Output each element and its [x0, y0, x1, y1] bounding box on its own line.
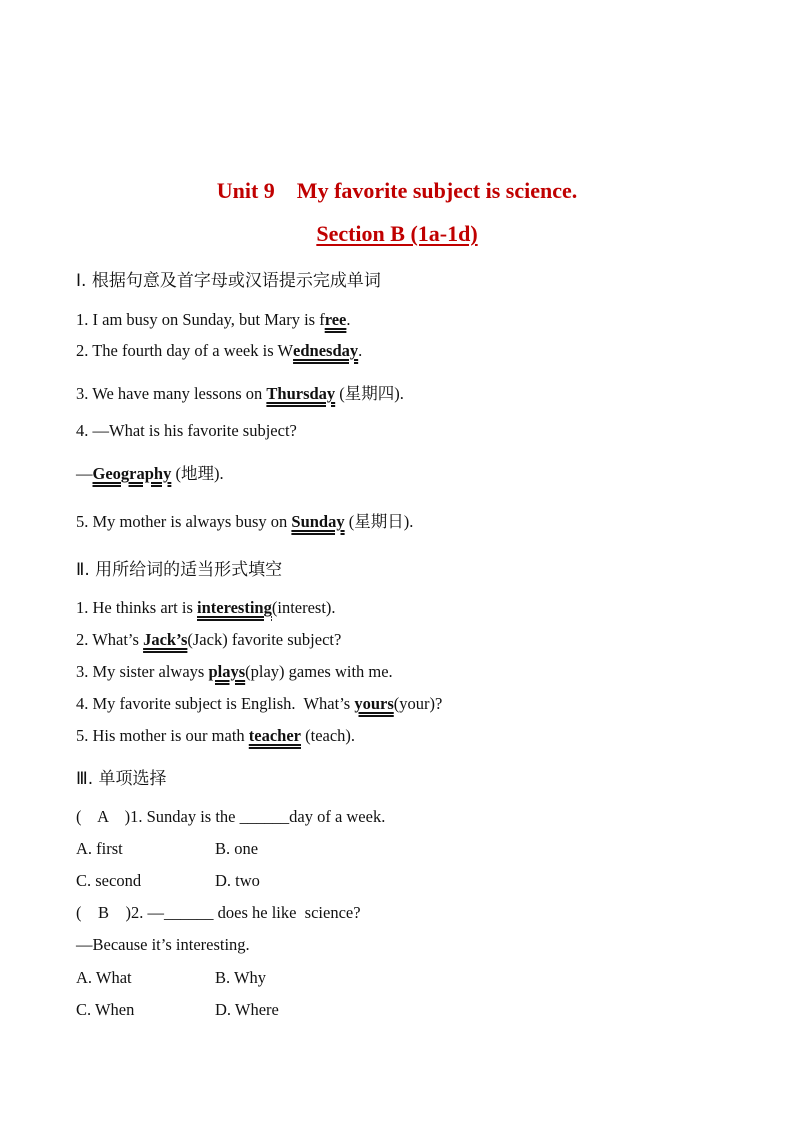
part3-q2-option-c: C. When	[76, 1000, 135, 1019]
part3-q2-stem: ( B )2. —______ does he like science?	[76, 903, 361, 922]
part3-q2-option-b: B. Why	[215, 968, 267, 987]
part2-q2: 2. What’s Jack’s(Jack) favorite subject?	[76, 630, 342, 649]
part3-q1-option-c: C. second	[76, 871, 142, 890]
part3-q1-option-a: A. first	[76, 839, 123, 858]
part3-q2-option-d: D. Where	[215, 1000, 279, 1019]
part3-q2-stem-response: —Because it’s interesting.	[76, 935, 250, 954]
part3-heading: Ⅲ. 单项选择	[76, 769, 167, 789]
part3-q2-option-a: A. What	[76, 968, 132, 987]
part1-q1: 1. I am busy on Sunday, but Mary is free.	[76, 310, 351, 329]
part1-q3: 3. We have many lessons on Thursday (星期四).	[76, 384, 404, 403]
part1-q5: 5. My mother is always busy on Sunday (星期日).	[76, 512, 414, 531]
part2-q3: 3. My sister always plays(play) games with me.	[76, 662, 393, 681]
part2-q4: 4. My favorite subject is English. What’s yours(your)?	[76, 694, 443, 713]
part2-heading: Ⅱ. 用所给词的适当形式填空	[76, 560, 283, 580]
part2-q1: 1. He thinks art is interesting(interest).	[76, 598, 336, 617]
part1-q2: 2. The fourth day of a week is Wednesday.	[76, 341, 363, 360]
part3-q1-stem: ( A )1. Sunday is the ______day of a week.	[76, 807, 386, 826]
part1-q4-answer: —Geography (地理).	[76, 464, 224, 483]
part2-q5: 5. His mother is our math teacher (teach).	[76, 726, 356, 745]
part1-heading: Ⅰ. 根据句意及首字母或汉语提示完成单词	[76, 271, 381, 291]
part1-q4-question: 4. —What is his favorite subject?	[76, 421, 297, 440]
part3-q1-option-b: B. one	[215, 839, 259, 858]
unit-title: Unit 9 My favorite subject is science.	[216, 178, 578, 203]
part3-q1-option-d: D. two	[215, 871, 260, 890]
section-title: Section B (1a-1d)	[316, 221, 478, 246]
